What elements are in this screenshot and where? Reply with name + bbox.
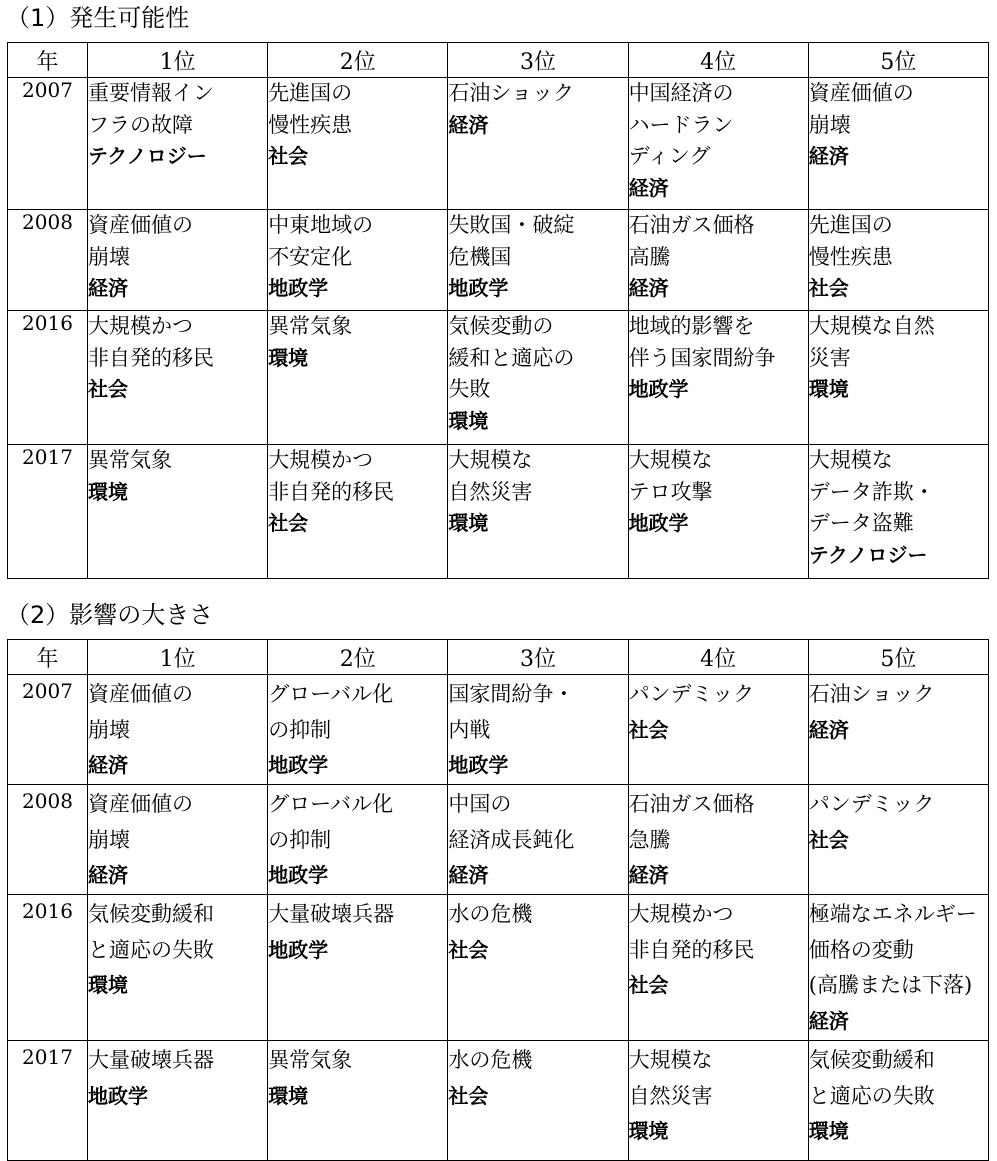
risk-category: 社会	[268, 511, 309, 535]
risk-category: 経済	[628, 175, 669, 200]
risk-name-line: 資産価値の	[808, 81, 914, 105]
header-rank-2: 2位	[268, 640, 448, 675]
risk-name-line: 石油ショック	[448, 81, 574, 105]
risk-name-line: 大規模かつ	[88, 314, 193, 338]
risk-cell	[88, 445, 268, 579]
risk-name-line: 大規模な自然	[808, 314, 935, 338]
risk-name-line: 国家間紛争・	[448, 682, 575, 706]
year-cell: 2016	[8, 311, 88, 445]
risk-name-line: 慢性疾患	[268, 112, 353, 137]
risk-category: 社会	[628, 717, 669, 742]
risk-category: 社会	[628, 973, 669, 997]
table-row	[8, 675, 989, 785]
risk-cell	[808, 895, 988, 1041]
risk-name-line: パンデミック	[628, 682, 755, 706]
risk-cell	[88, 1041, 268, 1161]
risk-cell	[808, 311, 988, 445]
risk-name-line: 中国の	[448, 792, 512, 816]
risk-category: 環境	[628, 1119, 669, 1143]
risk-name-line: 大規模かつ	[628, 902, 734, 926]
risk-cell	[88, 785, 268, 895]
risk-cell	[808, 785, 988, 895]
risk-name-line: 異常気象	[268, 314, 353, 338]
risk-name-line: 先進国の	[808, 213, 893, 237]
risk-category: 地政学	[628, 377, 689, 401]
header-rank-3: 3位	[448, 640, 628, 675]
risk-name-line: 大規模な	[808, 448, 893, 472]
risk-name-line: グローバル化	[268, 792, 394, 816]
risk-cell	[808, 445, 988, 579]
risk-name-line: 非自発的移民	[628, 937, 755, 962]
section-title-likelihood: （1）発生可能性	[6, 4, 190, 32]
risk-category: 経済	[448, 112, 489, 137]
risk-category: 経済	[88, 863, 128, 887]
risk-name-line: の抑制	[268, 717, 332, 742]
risk-category: 社会	[268, 144, 309, 168]
risk-name-line: 崩壊	[88, 827, 130, 852]
risk-name-line: 資産価値の	[88, 682, 193, 706]
risk-category: 環境	[268, 345, 309, 370]
table-row	[8, 210, 989, 311]
risk-cell	[268, 895, 448, 1041]
table-row	[8, 1041, 989, 1161]
risk-name-line: 非自発的移民	[268, 479, 395, 504]
risk-category: 経済	[448, 863, 489, 887]
risk-cell	[628, 1041, 808, 1161]
risk-cell	[628, 311, 808, 445]
section-title-impact: （2）影響の大きさ	[6, 601, 214, 629]
risk-name-line: 崩壊	[88, 244, 130, 269]
risk-category: 社会	[808, 276, 849, 300]
risk-cell	[88, 311, 268, 445]
header-rank-5: 5位	[808, 43, 988, 78]
year-cell: 2016	[8, 895, 88, 1041]
risk-category: 環境	[808, 1119, 849, 1143]
header-year: 年	[8, 640, 88, 675]
risk-cell	[448, 78, 628, 210]
risk-name-line: 気候変動の	[448, 314, 554, 338]
risk-name-line: 石油ガス価格	[628, 792, 755, 816]
risk-category: 地政学	[268, 753, 329, 777]
risk-name-line: 災害	[808, 345, 851, 370]
risk-cell	[808, 1041, 988, 1161]
risk-cell	[268, 675, 448, 785]
risk-name-line: 中国経済の	[628, 81, 734, 105]
risk-category: 社会	[448, 1083, 489, 1108]
risk-name-line: ハードラン	[628, 112, 734, 137]
risk-name-line: 大規模な	[628, 1048, 713, 1072]
year-cell: 2008	[8, 210, 88, 311]
table-row	[8, 895, 989, 1041]
likelihood-table	[7, 42, 989, 579]
header-rank-3: 3位	[448, 43, 628, 78]
risk-cell	[448, 895, 628, 1041]
risk-cell	[628, 895, 808, 1041]
risk-category: 環境	[448, 408, 489, 433]
risk-category: 経済	[628, 863, 669, 887]
risk-name-line: 異常気象	[88, 448, 172, 472]
risk-cell	[88, 895, 268, 1041]
impact-table	[7, 639, 989, 1161]
year-cell: 2008	[8, 785, 88, 895]
risk-category: 地政学	[268, 863, 329, 887]
risk-category: 地政学	[88, 1083, 148, 1108]
risk-cell	[88, 675, 268, 785]
risk-cell	[268, 785, 448, 895]
risk-cell	[628, 210, 808, 311]
table-row	[8, 78, 989, 210]
risk-name-line: 先進国の	[268, 81, 353, 105]
risk-cell	[448, 445, 628, 579]
risk-category: 環境	[448, 511, 489, 535]
risk-name-line: テロ攻撃	[628, 479, 713, 504]
risk-name-line: 気候変動緩和	[88, 902, 214, 926]
risk-category: 社会	[808, 827, 849, 852]
table-row	[8, 785, 989, 895]
year-cell: 2017	[8, 445, 88, 579]
risk-category: 経済	[808, 717, 849, 742]
risk-cell	[448, 311, 628, 445]
risk-name-line: 失敗国・破綻	[448, 213, 575, 237]
risk-name-line: 極端なエネルギー	[808, 902, 977, 926]
risk-category: 社会	[448, 937, 489, 962]
risk-cell	[808, 210, 988, 311]
risk-name-line: 危機国	[448, 244, 512, 269]
risk-name-line: 価格の変動	[808, 937, 914, 962]
year-cell: 2017	[8, 1041, 88, 1161]
risk-cell	[448, 210, 628, 311]
header-year: 年	[8, 43, 88, 78]
risk-cell	[628, 78, 808, 210]
header-row	[8, 43, 989, 78]
risk-name-line: 不安定化	[268, 244, 353, 269]
risk-category: 地政学	[268, 937, 329, 962]
risk-category: 地政学	[448, 753, 509, 777]
risk-cell	[628, 675, 808, 785]
risk-name-line: 資産価値の	[88, 213, 193, 237]
risk-name-line: パンデミック	[808, 792, 935, 816]
risk-category: 地政学	[448, 276, 509, 300]
risk-category: 経済	[88, 753, 128, 777]
risk-cell	[88, 78, 268, 210]
risk-cell	[88, 210, 268, 311]
risk-name-line: ディング	[628, 144, 711, 168]
risk-name-line: 自然災害	[628, 1083, 713, 1108]
risk-cell	[448, 675, 628, 785]
table-row	[8, 311, 989, 445]
risk-name-line: 中東地域の	[268, 213, 374, 237]
risk-name-line: 高騰	[628, 244, 671, 269]
risk-name-line: 重要情報イン	[88, 81, 214, 105]
risk-name-line: 石油ショック	[808, 682, 935, 706]
risk-name-line: 伴う国家間紛争	[628, 345, 776, 370]
risk-cell	[448, 1041, 628, 1161]
risk-name-line: 緩和と適応の	[448, 345, 575, 370]
risk-name-line: データ盗難	[808, 511, 914, 535]
risk-name-line: 大規模な	[448, 448, 533, 472]
header-rank-4: 4位	[628, 640, 808, 675]
risk-cell	[628, 445, 808, 579]
risk-category: テクノロジー	[808, 542, 928, 567]
year-cell: 2007	[8, 78, 88, 210]
risk-cell	[268, 311, 448, 445]
risk-name-line: 水の危機	[448, 902, 533, 926]
risk-name-line: 地域的影響を	[628, 314, 755, 338]
risk-name-line: 大規模かつ	[268, 448, 374, 472]
risk-name-line: と適応の失敗	[808, 1083, 935, 1108]
risk-name-line: 石油ガス価格	[628, 213, 755, 237]
risk-cell	[628, 785, 808, 895]
header-row	[8, 640, 989, 675]
risk-name-line: 大量破壊兵器	[88, 1048, 214, 1072]
risk-name-line: 気候変動緩和	[808, 1048, 935, 1072]
risk-category: 地政学	[268, 276, 329, 300]
risk-name-line: 大量破壊兵器	[268, 902, 395, 926]
risk-cell	[808, 78, 988, 210]
risk-category: 環境	[808, 377, 849, 401]
risk-name-line: 水の危機	[448, 1048, 533, 1072]
risk-name-line: の抑制	[268, 827, 332, 852]
table-row	[8, 445, 989, 579]
header-rank-1: 1位	[88, 43, 268, 78]
year-cell: 2007	[8, 675, 88, 785]
risk-category: 環境	[88, 973, 128, 997]
risk-category: 地政学	[628, 511, 689, 535]
header-rank-1: 1位	[88, 640, 268, 675]
risk-category: 環境	[88, 479, 128, 504]
risk-name-line: 失敗	[448, 377, 491, 401]
risk-name-line: 非自発的移民	[88, 345, 214, 370]
risk-name-line: 異常気象	[268, 1048, 353, 1072]
risk-cell	[268, 78, 448, 210]
risk-category: 環境	[268, 1083, 309, 1108]
risk-name-line: 資産価値の	[88, 792, 193, 816]
risk-name-line: グローバル化	[268, 682, 394, 706]
risk-name-line: 内戦	[448, 717, 491, 742]
header-rank-4: 4位	[628, 43, 808, 78]
risk-name-line: 崩壊	[88, 717, 130, 742]
header-rank-2: 2位	[268, 43, 448, 78]
risk-name-line: 経済成長鈍化	[448, 827, 575, 852]
risk-category: テクノロジー	[88, 144, 207, 168]
risk-name-line: (高騰または下落)	[808, 973, 973, 997]
risk-name-line: 崩壊	[808, 112, 851, 137]
risk-name-line: 急騰	[628, 827, 671, 852]
risk-name-line: フラの故障	[88, 112, 193, 137]
risk-category: 経済	[628, 276, 669, 300]
risk-name-line: と適応の失敗	[88, 937, 214, 962]
risk-name-line: 大規模な	[628, 448, 713, 472]
risk-name-line: 慢性疾患	[808, 244, 893, 269]
risk-cell	[808, 675, 988, 785]
risk-category: 社会	[88, 377, 128, 401]
risk-name-line: 自然災害	[448, 479, 533, 504]
risk-cell	[268, 210, 448, 311]
risk-category: 経済	[88, 276, 128, 300]
risk-cell	[448, 785, 628, 895]
risk-category: 経済	[808, 144, 849, 168]
risk-name-line: データ詐欺・	[808, 479, 935, 504]
risk-cell	[268, 445, 448, 579]
risk-cell	[268, 1041, 448, 1161]
header-rank-5: 5位	[808, 640, 988, 675]
risk-category: 経済	[808, 1008, 849, 1033]
